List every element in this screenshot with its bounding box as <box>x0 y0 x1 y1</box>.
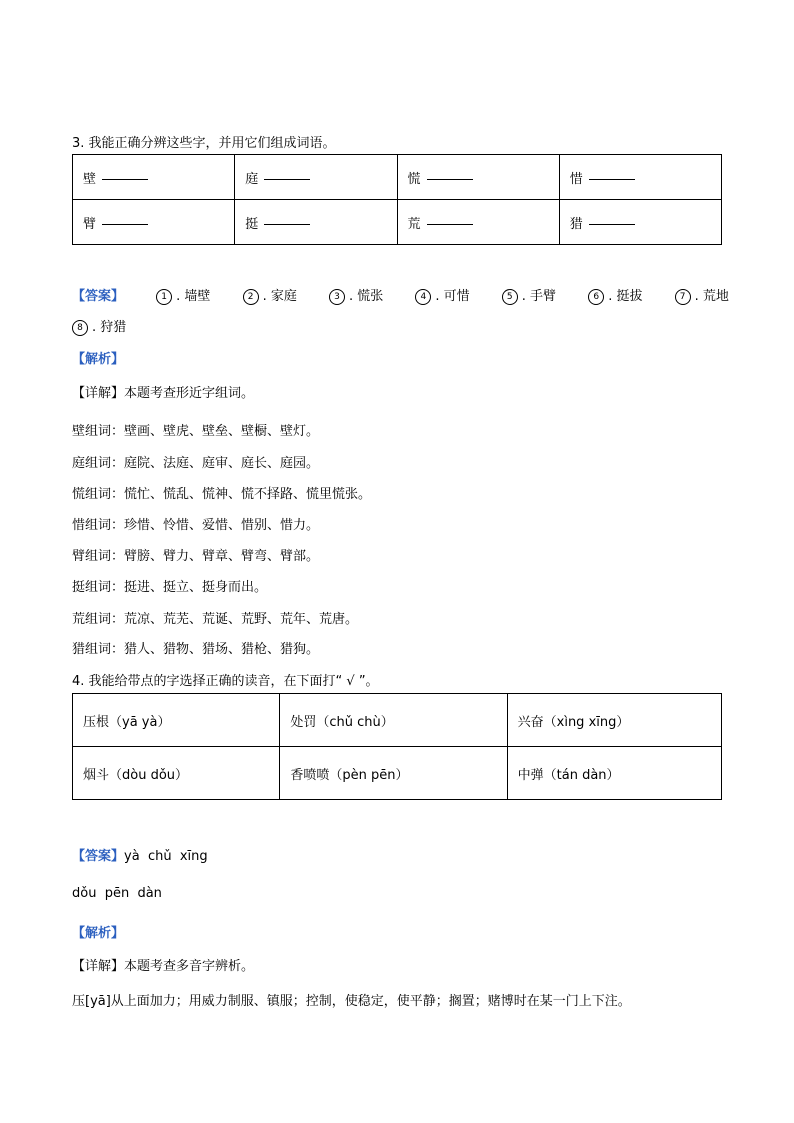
q3-cell: 壁 <box>73 155 235 200</box>
circled-number: 5 <box>502 289 518 305</box>
q4-pinyin-table <box>72 693 722 800</box>
analysis-tag: 【解析】 <box>72 352 125 367</box>
q4-cell: 香喷喷（pèn pēn） <box>280 747 507 800</box>
q4-cell: 兴奋（xìng xīng） <box>507 694 721 747</box>
q3-cell: 荒 <box>397 200 559 245</box>
question-4-title: 4. 我能给带点的字选择正确的读音，在下面打“ √ ”。 <box>72 674 379 689</box>
q3-cell: 惜 <box>559 155 721 200</box>
answer-blank <box>102 178 148 180</box>
q3-cell: 慌 <box>397 155 559 200</box>
answer-item: 7 . 荒地 <box>675 289 729 304</box>
answer-blank <box>102 223 148 225</box>
analysis-line: 庭组词：庭院、法庭、庭审、庭长、庭园。 <box>72 456 320 471</box>
analysis-line: 猎组词：猎人、猎物、猎场、猎枪、猎狗。 <box>72 642 320 657</box>
answer-item: 8 . 狩猎 <box>72 320 126 335</box>
answer-item: 3 . 慌张 <box>329 289 383 304</box>
answer-blank <box>427 223 473 225</box>
detail-line: 【详解】本题考查多音字辨析。 <box>72 959 255 974</box>
q3-cell: 挺 <box>235 200 397 245</box>
question-3-title: 3. 我能正确分辨这些字，并用它们组成词语。 <box>72 136 336 151</box>
circled-number: 7 <box>675 289 691 305</box>
answer-tag: 【答案】 <box>72 289 125 304</box>
answer-blank <box>427 178 473 180</box>
circled-number: 8 <box>72 320 88 336</box>
answer-3-row-2 <box>72 316 126 336</box>
answer-blank <box>589 223 635 225</box>
answer-item: 2 . 家庭 <box>243 289 297 304</box>
q3-cell: 猎 <box>559 200 721 245</box>
q4-cell: 处罚（chǔ chù） <box>280 694 507 747</box>
q3-word-table <box>72 154 722 245</box>
circled-number: 3 <box>329 289 345 305</box>
answer-item: 5 . 手臂 <box>502 289 556 304</box>
analysis-line: 壁组词：壁画、壁虎、壁垒、壁橱、壁灯。 <box>72 424 320 439</box>
detail-tag: 【详解】 <box>72 386 125 401</box>
answer-blank <box>589 178 635 180</box>
analysis-tag: 【解析】 <box>72 926 125 941</box>
answer-item: 4 . 可惜 <box>415 289 469 304</box>
analysis-line: 慌组词：慌忙、慌乱、慌神、慌不择路、慌里慌张。 <box>72 487 372 502</box>
analysis-line: 压[yā]从上面加力；用威力制服、镇服；控制，使稳定，使平静；搁置；赌博时在某一门上下注。 <box>72 994 631 1009</box>
circled-number: 2 <box>243 289 259 305</box>
answer-blank <box>264 223 310 225</box>
analysis-line: 挺组词：挺进、挺立、挺身而出。 <box>72 580 268 595</box>
answer-item: 1 . 墙壁 <box>156 289 210 304</box>
answer-4-row-2: dǒu pēn dàn <box>72 886 162 901</box>
q3-cell: 庭 <box>235 155 397 200</box>
detail-tag: 【详解】 <box>72 959 125 974</box>
circled-number: 6 <box>588 289 604 305</box>
answer-tag: 【答案】 <box>72 849 125 864</box>
answer-4-row: 【答案】yà chǔ xīng <box>72 849 208 864</box>
detail-line: 【详解】本题考查形近字组词。 <box>72 386 255 401</box>
circled-number: 4 <box>415 289 431 305</box>
q3-cell: 臂 <box>73 200 235 245</box>
analysis-line: 荒组词：荒凉、荒芜、荒诞、荒野、荒年、荒唐。 <box>72 612 359 627</box>
circled-number: 1 <box>156 289 172 305</box>
q4-cell: 烟斗（dòu dǒu） <box>73 747 280 800</box>
answer-item: 6 . 挺拔 <box>588 289 642 304</box>
q4-cell: 压根（yā yà） <box>73 694 280 747</box>
answer-blank <box>264 178 310 180</box>
answer-3-row <box>72 285 729 305</box>
analysis-line: 惜组词：珍惜、怜惜、爱惜、惜别、惜力。 <box>72 518 320 533</box>
analysis-line: 臂组词：臂膀、臂力、臂章、臂弯、臂部。 <box>72 549 320 564</box>
q4-cell: 中弹（tán dàn） <box>507 747 721 800</box>
